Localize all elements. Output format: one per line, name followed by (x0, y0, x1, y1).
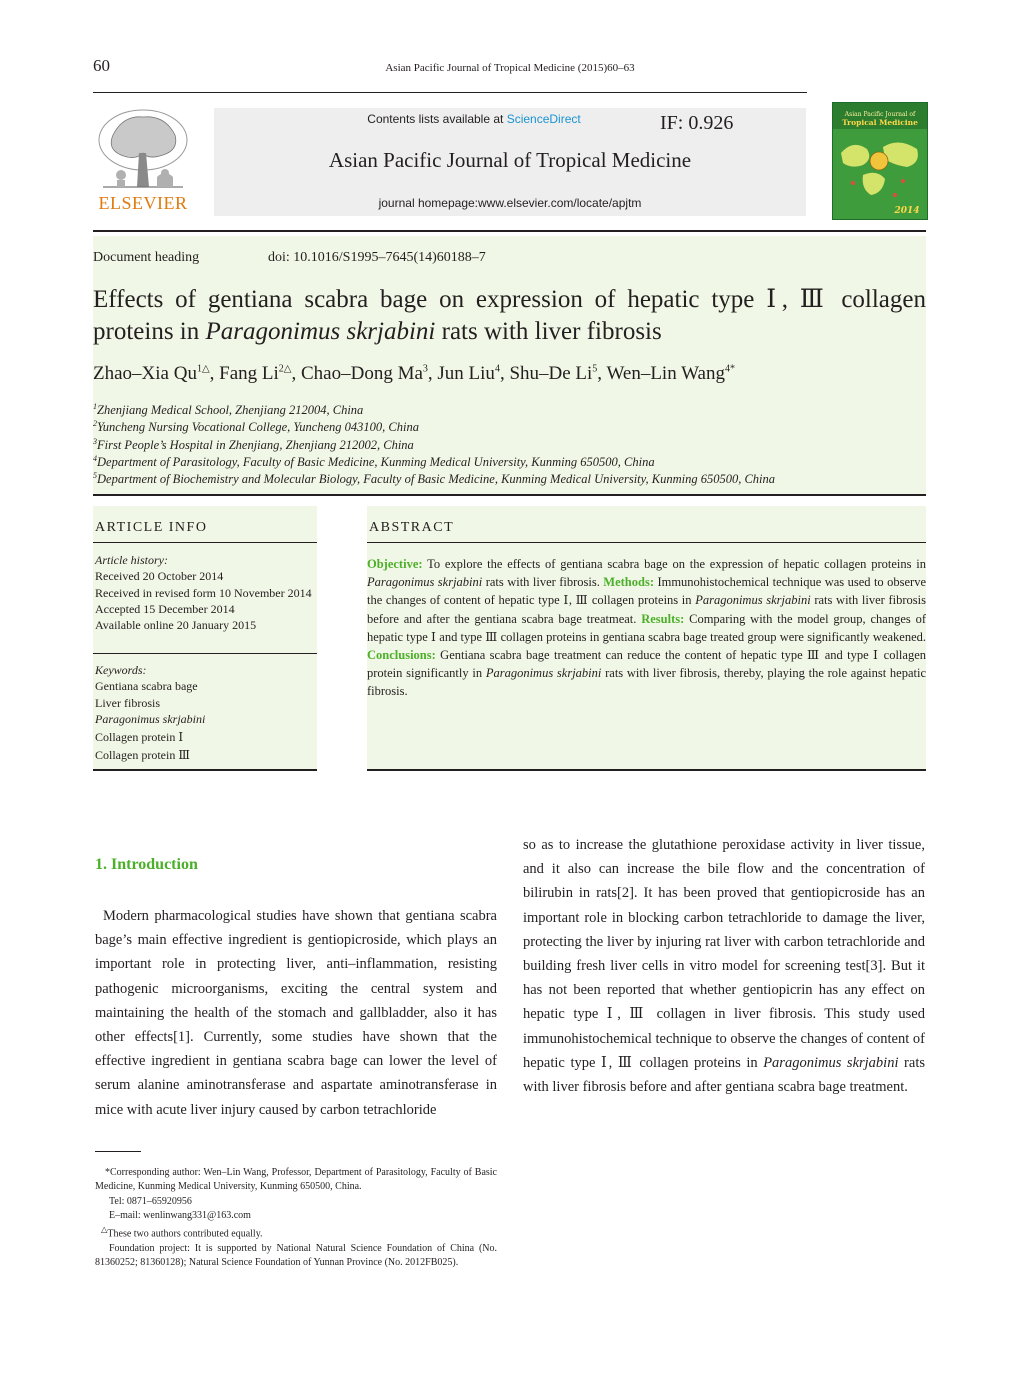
keywords-label: Keywords: (95, 663, 147, 677)
history-received: Received 20 October 2014 (95, 569, 224, 584)
methods-label: Methods: (603, 575, 654, 590)
cover-year: 2014 (894, 206, 920, 216)
affiliation: $^1$Zhenjiang Medical School, Zhenjiang 212004, China (93, 402, 364, 418)
affiliation-rule (93, 494, 926, 496)
affiliation: $^3$First People’s Hospital in Zhenjiang, Zhenjiang 212002, China (93, 437, 414, 453)
keywords (95, 662, 319, 764)
footnote-rule (95, 1151, 141, 1152)
title-part-1: Effects of gentiana scabra bage on expression of hepatic type Ⅰ, Ⅲ collagen proteins in (93, 286, 926, 345)
running-head: Asian Pacific Journal of Tropical Medicine (2015)60–63 (385, 62, 635, 74)
impact-factor: IF: 0.926 (660, 112, 734, 134)
cover-art (833, 103, 927, 219)
author: Jun Liu$^4$ (437, 363, 500, 384)
article-info-bottom-rule (93, 769, 317, 771)
author-list: Zhao–Xia $Qu^{1\triangle}$, Fang $Li^{2\triangle}$, Chao–Dong Ma$^3$, Jun Liu$^4$, Shu–De Li$^5$, Wen–Lin Wang$^{4*}$ (93, 363, 735, 384)
history-revised: Received in revised form 10 November 2014 (95, 585, 312, 600)
keyword: Collagen protein Ⅲ (95, 748, 190, 763)
affiliation: $^5$Department of Biochemistry and Molecular Biology, Faculty of Basic Medicine, Kunming Medical University, Kunming 650500, China (93, 471, 776, 487)
affiliation: $^2$Yuncheng Nursing Vocational College, Yuncheng 043100, China (93, 419, 419, 435)
corresponding-author: *Corresponding author: Wen–Lin Wang, Professor, Department of Parasitology, Faculty of Basic Medicine, Kunming Medical University, Kunming 650500, China. (95, 1167, 497, 1193)
article-info-heading: ARTICLE INFO (95, 520, 208, 535)
author: Wen–Lin Wang$^{4*}$ (606, 363, 735, 384)
journal-name: Asian Pacific Journal of Tropical Medicine (328, 148, 692, 172)
keyword: Paragonimus skrjabini (95, 711, 206, 726)
sciencedirect-link[interactable]: ScienceDirect (506, 112, 581, 126)
objective-label: Objective: (367, 557, 423, 571)
header-rule (93, 92, 807, 93)
abstract-heading: ABSTRACT (369, 520, 455, 535)
intro-paragraph-left: Modern pharmacological studies have shown that gentiana scabra bage’s main effective ingredient is gentiopicroside, which plays an important role in protecting liver, anti–inflammation, resisting pathogenic microorganisms, exciting the central system and maintaining the health of the stomach and gallbladder, also it has other effects[1]. Currently, some studies have shown that the effective ingredient in gentiana scabra bage can lower the level of serum alanine aminotransferase and aspartate aminotransferase in mice with acute liver injury caused by carbon tetrachloride (95, 908, 497, 1118)
title-species: Paragonimus skrjabini (205, 318, 436, 345)
document-heading: Document heading (93, 250, 200, 265)
journal-homepage[interactable]: journal homepage:www.elsevier.com/locate/apjtm (378, 196, 642, 210)
article-title (93, 284, 926, 348)
journal-cover-image (832, 102, 928, 220)
elsevier-wordmark: ELSEVIER (98, 193, 188, 213)
abstract-bottom-rule (367, 769, 926, 771)
article-info-rule (93, 542, 317, 543)
foundation-project: Foundation project: It is supported by National Natural Science Foundation of China (No. 81360252; 81360128); Natural Science Foundation of Yunnan Province (No. 2012FB025). (95, 1242, 497, 1269)
section-heading-introduction: 1. Introduction (95, 856, 198, 873)
abstract-rule (367, 542, 926, 543)
history-online: Available online 20 January 2015 (95, 618, 257, 633)
title-block-rule (93, 230, 926, 232)
keywords-rule (93, 653, 317, 654)
keyword: Gentiana scabra bage (95, 679, 198, 694)
intro-paragraph-right: so as to increase the glutathione peroxidase activity in liver tissue, and it also can increase the bile flow and the concentration of bilirubin in rats[2]. It has been proved that gentiopicroside has an important role in blocking carbon tetrachloride to damage the liver, protecting the liver by injuring rat liver with carbon tetrachloride and building fresh liver cells in vitro model for screening test[3]. But it has not been reported that whether gentiopicrin has any effect on hepatic type Ⅰ, Ⅲ collagen in liver fibrosis. This study used immunohistochemical technique to observe the changes of content of hepatic type Ⅰ, Ⅲ collagen proteins in Paragonimus skrjabini rats with liver fibrosis before and after gentiana scabra bage treatment. (523, 837, 925, 1096)
contents-line (214, 112, 734, 126)
author: Shu–De Li$^5$ (509, 363, 598, 384)
equal-contribution: △These two authors contributed equally. (101, 1225, 263, 1240)
cover-title: Tropical Medicine (842, 118, 918, 127)
results-label: Results: (641, 611, 685, 626)
cover-title-small: Asian Pacific Journal of (844, 111, 916, 118)
telephone: Tel: 0871–65920956 (109, 1195, 192, 1207)
footnotes (95, 1166, 497, 1270)
history-label: Article history: (95, 553, 168, 567)
keyword: Liver fibrosis (95, 695, 160, 710)
doi[interactable]: doi: 10.1016/S1995–7645(14)60188–7 (268, 250, 486, 265)
page-number: 60 (93, 56, 110, 75)
author: Fang $Li^{2\triangle}$ (219, 363, 292, 384)
affiliation: $^4$Department of Parasitology, Faculty of Basic Medicine, Kunming Medical University, Kunming 650500, China (93, 454, 655, 470)
contents-prefix: Contents lists available at (367, 112, 507, 126)
history-accepted: Accepted 15 December 2014 (95, 601, 235, 616)
abstract-text: Objective: To explore the effects of gentiana scabra bage on the expression of hepatic collagen proteins in Paragonimus skrjabini rats with liver fibrosis. Methods: Immunohistochemical technique was used to observe the changes of content of hepatic type Ⅰ, Ⅲ collagen proteins in Paragonimus skrjabini rats with liver fibrosis before and after the gentiana scabra bage treatmeat. Results: Comparing with the model group, changes of hepatic type Ⅰ and type Ⅲ collagen proteins in gentiana scabra bage treated group were significantly weakened. Conclusions: Gentiana scabra bage treatment can reduce the content of hepatic type Ⅲ and type Ⅰ collagen protein significantly in Paragonimus skrjabini rats with liver fibrosis, thereby, playing the role against hepatic fibrosis. (367, 557, 927, 699)
author: Chao–Dong Ma$^3$ (301, 363, 428, 384)
keyword: Collagen protein Ⅰ (95, 730, 184, 745)
title-part-2: rats with liver fibrosis (435, 318, 662, 345)
author: Zhao–Xia $Qu^{1\triangle}$ (93, 363, 210, 384)
email[interactable]: E–mail: wenlinwang331@163.com (109, 1209, 251, 1221)
conclusions-label: Conclusions: (367, 648, 436, 663)
article-history (95, 552, 319, 633)
